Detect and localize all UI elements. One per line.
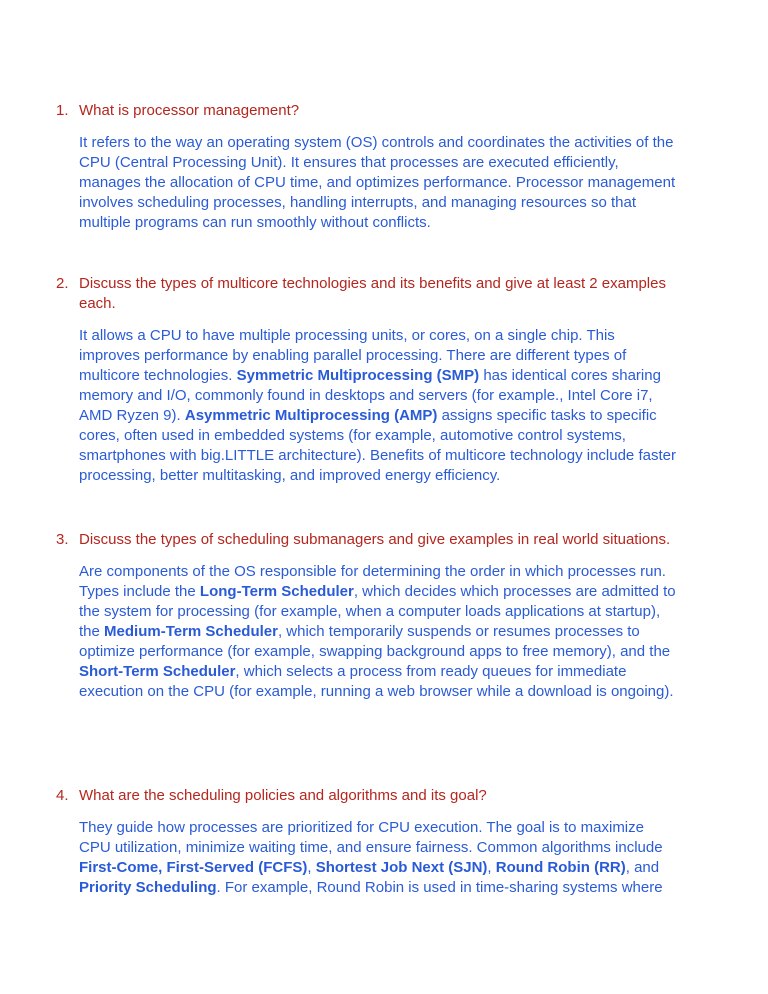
answer-4 (79, 818, 679, 898)
question-text: Discuss the types of multicore technologies and its benefits and give at least 2 examples each. (79, 275, 666, 312)
answer-bold-term: Long-Term Scheduler (199, 583, 354, 600)
answer-text: assigns specific tasks to specific cores, often used in embedded systems (for example, automotive control systems, smartphones with big.LITTLE architecture). Benefits of multicore technology include faster processing, better multitasking, and improved energy efficiency. (79, 407, 676, 484)
answer-bold-term: Shortest Job Next (SJN) (315, 859, 488, 876)
question-text: What is processor management? (79, 102, 300, 119)
question-2 (56, 274, 696, 314)
qa-item-3 (56, 530, 696, 702)
answer-text: They guide how processes are prioritized for CPU execution. The goal is to maximize CPU utilization, minimize waiting time, and ensure fairness. Common algorithms include (79, 819, 663, 856)
qa-item-1 (56, 101, 696, 233)
answer-text: It allows a CPU to have multiple processing units, or cores, on a single chip. This improves performance by enabling parallel processing. There are different types of multicore technologies. (79, 327, 627, 384)
question-number: 1. (56, 102, 69, 119)
qa-item-4 (56, 786, 696, 898)
answer-text: , and (625, 859, 660, 876)
answer-text: , which selects a process from ready queues for immediate execution on the CPU (for example, running a web browser while a download is ongoing). (79, 663, 674, 700)
question-number: 3. (56, 531, 69, 548)
question-text: What are the scheduling policies and algorithms and its goal? (79, 787, 487, 804)
answer-bold-term: Round Robin (RR) (495, 859, 626, 876)
answer-text: , which temporarily suspends or resumes processes to optimize performance (for example, swapping background apps to free memory), and the (79, 623, 671, 660)
answer-bold-term: Asymmetric Multiprocessing (AMP) (184, 407, 438, 424)
answer-1 (79, 133, 679, 233)
answer-text: , (307, 859, 316, 876)
qa-item-2 (56, 274, 696, 486)
answer-text: , (487, 859, 496, 876)
answer-bold-term: Short-Term Scheduler (79, 663, 236, 680)
answer-bold-term: Symmetric Multiprocessing (SMP) (236, 367, 480, 384)
answer-3 (79, 562, 679, 702)
answer-2 (79, 326, 679, 486)
answer-text: It refers to the way an operating system (OS) controls and coordinates the activities of the CPU (Central Processing Unit). It ensures that processes are executed efficiently, manages the allocation of CPU time, and optimizes performance. Processor management involves scheduling processes, handling interrupts, and managing resources so that multiple programs can run smoothly without conflicts. (79, 134, 676, 231)
question-number: 2. (56, 275, 69, 292)
question-number: 4. (56, 787, 69, 804)
answer-bold-term: First-Come, First-Served (FCFS) (79, 859, 308, 876)
question-text: Discuss the types of scheduling submanagers and give examples in real world situations. (79, 531, 671, 548)
answer-text: , which decides which processes are admitted to the system for processing (for example, when a computer loads applications at startup), the (79, 583, 676, 640)
answer-bold-term: Priority Scheduling (79, 879, 217, 896)
question-3 (56, 530, 696, 550)
answer-bold-term: Medium-Term Scheduler (104, 623, 278, 640)
question-4 (56, 786, 696, 806)
question-1 (56, 101, 696, 121)
answer-text: Are components of the OS responsible for determining the order in which processes run. Types include the (79, 563, 666, 600)
answer-text: has identical cores sharing memory and I/O, commonly found in desktops and servers (for example., Intel Core i7, AMD Ryzen 9). (79, 367, 661, 424)
answer-text: . For example, Round Robin is used in time-sharing systems where (216, 879, 663, 896)
